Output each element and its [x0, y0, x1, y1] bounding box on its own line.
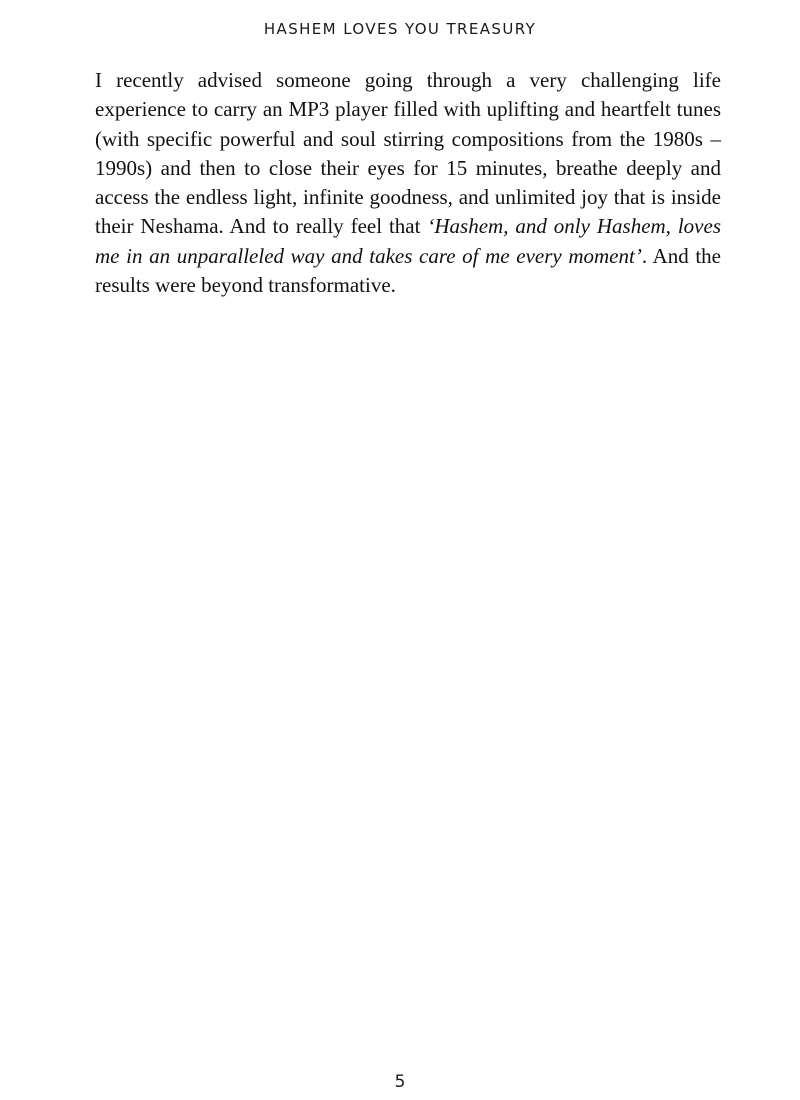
running-header: HASHEM LOVES YOU TREASURY [263, 20, 537, 38]
body-paragraph [95, 66, 721, 300]
paragraph-ending: . And the results were beyond transformative. [95, 243, 721, 298]
italic-quote: ‘Hashem, and only Hashem, loves me in an unparalleled way and takes care of me every moment’ [95, 214, 721, 268]
paragraph-text: I recently advised someone going through a very challenging life experience to carry an MP3 player filled with uplifting and heartfelt tunes (with specific powerful and soul stirring compositions from the 1980s – 1990s) and then to close their eyes for 15 minutes, breathe deeply and access the endless light, infinite goodness, and unlimited joy that is inside their Neshama. And to really feel that [95, 68, 721, 239]
page-number: 5 [394, 1072, 406, 1092]
